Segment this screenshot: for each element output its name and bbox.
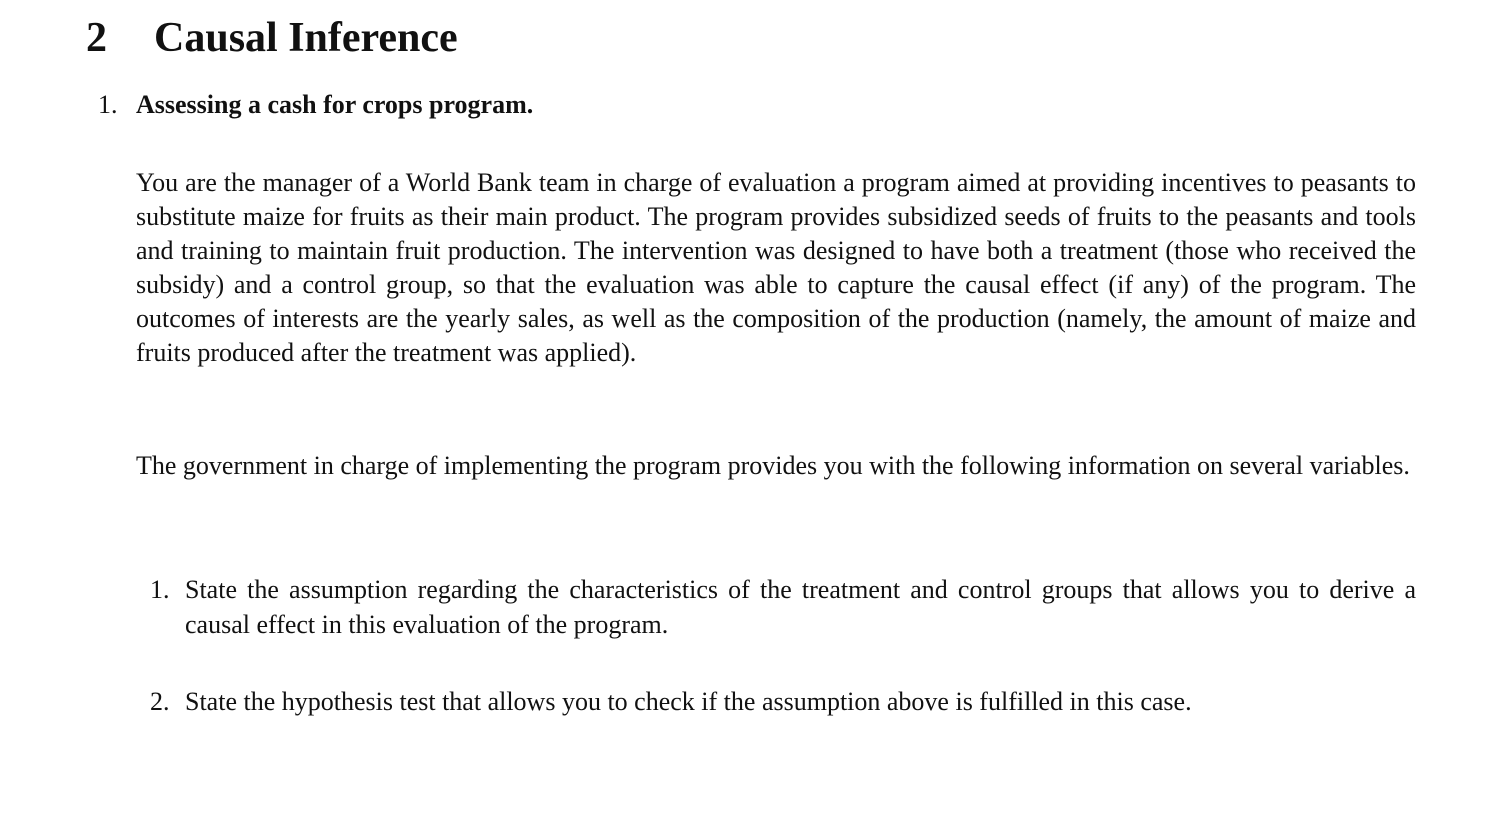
intro-paragraph: You are the manager of a World Bank team in charge of evaluation a program aimed at providing incentives to peasants to substitute maize for fruits as their main product. The program provides subsidized seeds of fruits to the peasants and tools and training to maintain fruit production. The intervention was designed to have both a treatment (those who received the subsidy) and a control group, so that the evaluation was able to capture the causal effect (if any) of the program. The outcomes of interests are the yearly sales, as well as the composition of the production (namely, the amount of maize and fruits produced after the treatment was applied).: [136, 168, 1416, 367]
question-number: 2.: [150, 687, 170, 716]
data-paragraph: The government in charge of implementing the program provides you with the following information on several variables.: [136, 451, 1410, 480]
section-title: Causal Inference: [154, 15, 458, 61]
item-heading: [98, 88, 533, 122]
question-item: [150, 684, 1416, 719]
item-number: 1.: [98, 90, 118, 119]
question-number: 1.: [150, 575, 170, 604]
section-number: 2: [86, 15, 107, 61]
section-heading: [86, 14, 458, 62]
item-title: Assessing a cash for crops program.: [136, 90, 534, 119]
question-text: State the hypothesis test that allows you to check if the assumption above is fulfilled in this case.: [185, 687, 1192, 716]
question-text: State the assumption regarding the characteristics of the treatment and control groups that allows you to derive a causal effect in this evaluation of the program.: [185, 575, 1416, 639]
question-item: [150, 572, 1416, 642]
